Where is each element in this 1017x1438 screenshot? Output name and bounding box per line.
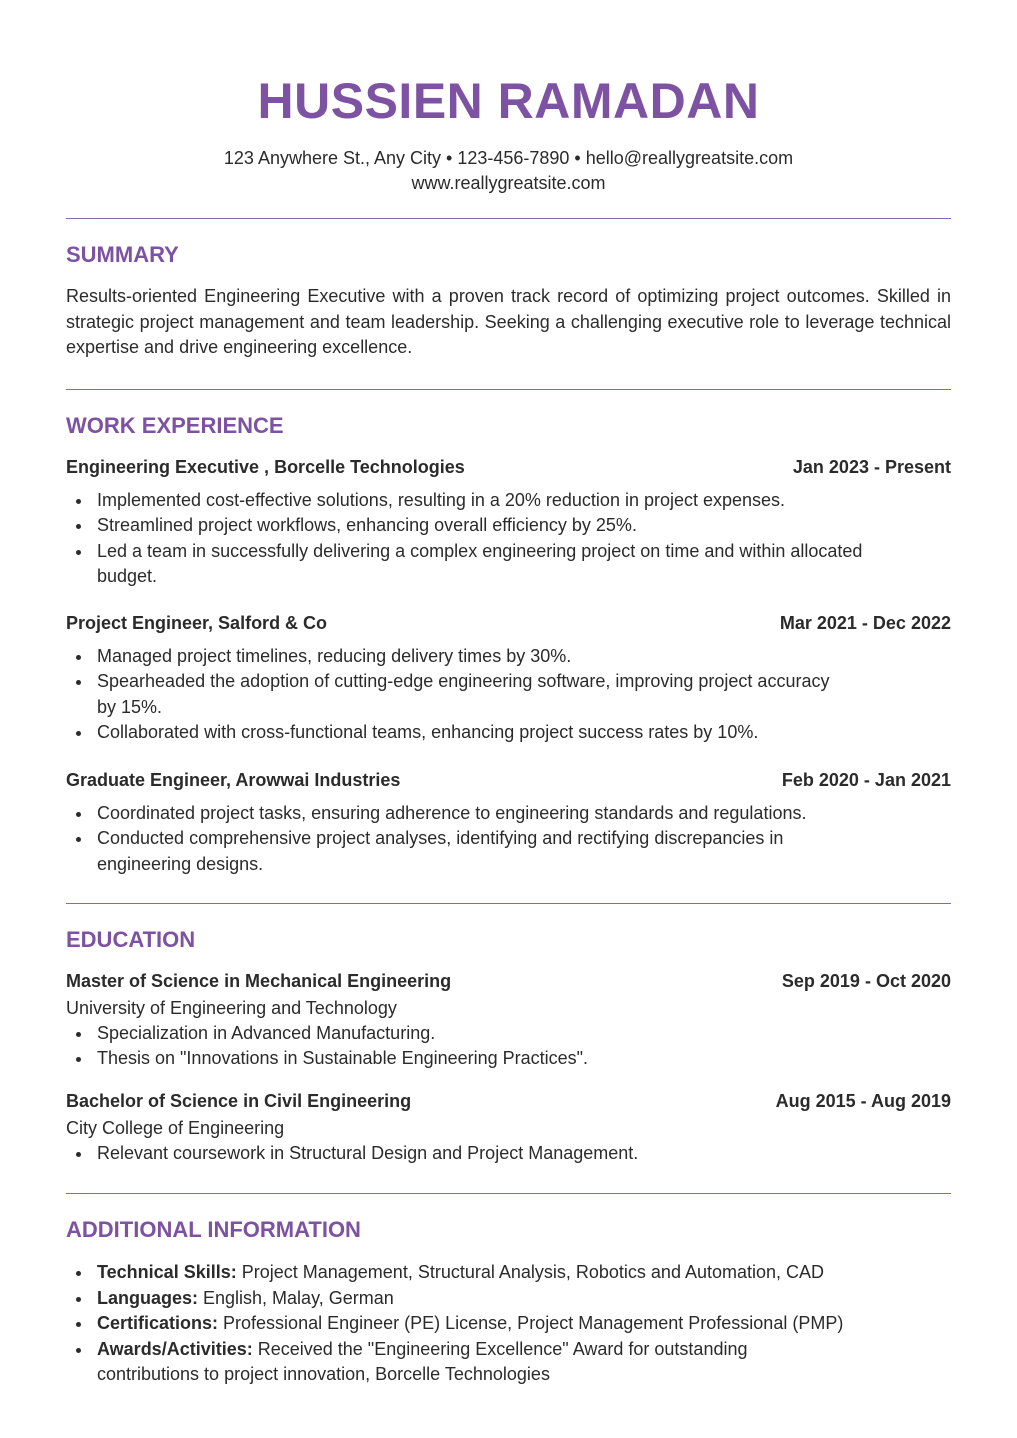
item-label: Technical Skills: xyxy=(97,1262,237,1282)
job-title: Graduate Engineer, Arowwai Industries xyxy=(66,770,401,790)
job-title: Project Engineer, Salford & Co xyxy=(66,613,328,633)
additional-info-list xyxy=(66,1260,951,1388)
bullet-item: Relevant coursework in Structural Design and Project Management. xyxy=(97,1141,951,1167)
job-dates: Mar 2021 - Dec 2022 xyxy=(779,613,951,633)
work-experience-list xyxy=(66,611,951,762)
work-experience-list xyxy=(66,768,951,893)
school-name: University of Engineering and Technology xyxy=(66,997,397,1018)
section-title-additional-information: ADDITIONAL INFORMATION xyxy=(66,1217,361,1242)
degree-title: Master of Science in Mechanical Engineering xyxy=(66,971,452,991)
education-entry xyxy=(66,1089,951,1166)
education-entry xyxy=(66,969,951,1072)
item-value: English, Malay, German xyxy=(198,1287,394,1308)
summary-text: Results-oriented Engineering Executive with a proven track record of optimizing project outcomes. Skilled in strategic project management and team leadership. Seeking a challenging executive role to leverage technical expertise and drive engineering excellence. xyxy=(66,286,951,358)
job-entry xyxy=(66,455,951,590)
section-title-summary: SUMMARY xyxy=(66,242,179,267)
bullet-item: Thesis on "Innovations in Sustainable Engineering Practices". xyxy=(97,1046,951,1072)
item-value: Professional Engineer (PE) License, Project Management Professional (PMP) xyxy=(218,1313,844,1334)
job-entry xyxy=(66,611,951,746)
bullet-item: Collaborated with cross-functional teams, enhancing project success rates by 10%. xyxy=(97,720,951,746)
divider xyxy=(66,389,951,390)
contact-info xyxy=(66,146,951,196)
bullet-item: Spearheaded the adoption of cutting-edge engineering software, improving project accuracy by 15%. xyxy=(97,669,951,720)
job-bullets xyxy=(66,488,951,590)
bullet-item: Coordinated project tasks, ensuring adherence to engineering standards and regulations. xyxy=(97,801,951,827)
additional-item-technical-skills xyxy=(97,1260,951,1286)
bullet-item: Led a team in successfully delivering a complex engineering project on time and within allocated budget. xyxy=(97,539,951,590)
job-dates: Jan 2023 - Present xyxy=(792,457,951,477)
item-label: Awards/Activities: xyxy=(97,1338,253,1359)
bullet-item: Managed project timelines, reducing delivery times by 30%. xyxy=(97,644,951,670)
job-title: Engineering Executive , Borcelle Technologies xyxy=(66,457,465,477)
item-value: Project Management, Structural Analysis, Robotics and Automation, CAD xyxy=(236,1262,825,1282)
job-dates: Feb 2020 - Jan 2021 xyxy=(781,770,951,790)
additional-item-awards xyxy=(97,1337,951,1388)
education-bullets xyxy=(66,1021,951,1072)
job-bullets xyxy=(66,801,951,878)
bullet-item: Conducted comprehensive project analyses, identifying and rectifying discrepancies in engineering designs. xyxy=(97,826,951,877)
additional-item-certifications xyxy=(97,1311,951,1337)
job-entry xyxy=(66,768,951,877)
education-dates: Aug 2015 - Aug 2019 xyxy=(775,1091,951,1111)
work-experience-list xyxy=(66,455,951,606)
additional-item-languages xyxy=(97,1286,951,1312)
item-label: Languages: xyxy=(97,1287,199,1308)
bullet-item: Streamlined project workflows, enhancing overall efficiency by 25%. xyxy=(97,513,951,539)
education-dates: Sep 2019 - Oct 2020 xyxy=(781,971,951,991)
section-title-work-experience: WORK EXPERIENCE xyxy=(66,413,284,438)
item-value: Received the "Engineering Excellence" Award for outstanding contributions to project innovation, Borcelle Technologies xyxy=(97,1338,748,1385)
candidate-name: HUSSIEN RAMADAN xyxy=(257,73,760,129)
education-bullets xyxy=(66,1141,951,1167)
additional-bullets xyxy=(66,1260,951,1388)
divider xyxy=(66,903,951,904)
item-label: Certifications: xyxy=(97,1313,219,1334)
school-name: City College of Engineering xyxy=(66,1117,285,1138)
bullet-item: Specialization in Advanced Manufacturing. xyxy=(97,1021,951,1047)
section-title-education: EDUCATION xyxy=(66,927,196,952)
divider xyxy=(66,1193,951,1194)
bullet-item: Implemented cost-effective solutions, resulting in a 20% reduction in project expenses. xyxy=(97,488,951,514)
job-bullets xyxy=(66,644,951,746)
contact-line: 123 Anywhere St., Any City • 123-456-7890 • hello@reallygreatsite.com xyxy=(223,148,794,168)
degree-title: Bachelor of Science in Civil Engineering xyxy=(66,1091,412,1111)
website: www.reallygreatsite.com xyxy=(411,173,606,193)
divider xyxy=(66,218,951,219)
